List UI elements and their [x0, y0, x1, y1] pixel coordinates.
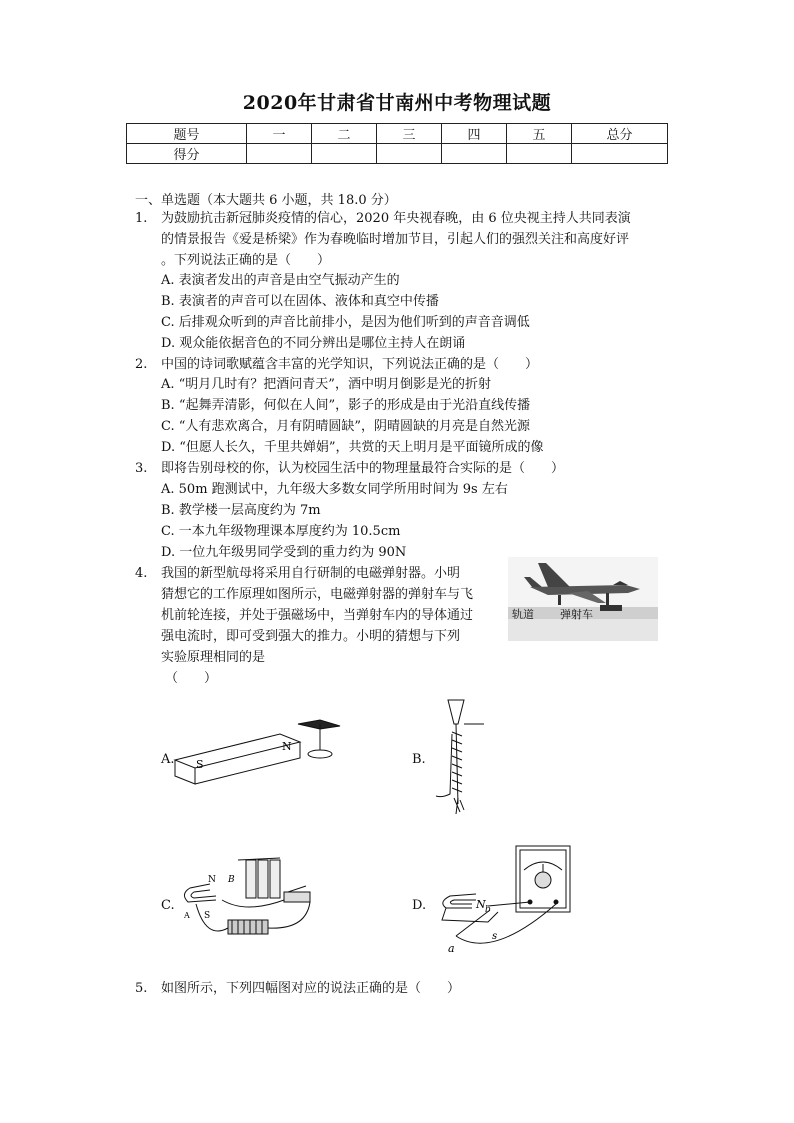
option-b: B. 表演者的声音可以在固体、液体和真空中传播 — [161, 294, 439, 309]
question-number: 5. — [135, 981, 148, 996]
magnet-n-label: N — [476, 898, 486, 911]
score-table-header-row — [127, 124, 668, 144]
catapult-figure — [508, 557, 658, 641]
question-number: 3. — [135, 461, 148, 476]
wire-a-label: a — [448, 942, 455, 955]
track-label: 轨道 — [512, 608, 534, 621]
coil-solenoid — [228, 920, 268, 934]
question-line: 为鼓励抗击新冠肺炎疫情的信心，2020 年央视春晚，由 6 位央视主持人共同表演 — [161, 211, 631, 226]
horseshoe-magnet — [184, 884, 216, 902]
option-b-figure — [430, 694, 500, 824]
switch — [284, 886, 310, 902]
section-heading: 一、单选题（本大题共 6 小题，共 18.0 分） — [135, 193, 397, 208]
option-a: A. 50m 跑测试中，九年级大多数女同学所用时间为 9s 左右 — [161, 482, 508, 497]
magnet-a-label: A — [184, 911, 190, 920]
score-table-header-cell: 五 — [507, 124, 572, 144]
cart-block — [600, 605, 622, 611]
score-table — [126, 123, 668, 164]
option-a: A. 表演者发出的声音是由空气振动产生的 — [161, 273, 400, 288]
score-table-header-cell: 四 — [442, 124, 507, 144]
question-line: 的情景报告《爱是桥梁》作为春晚临时增加节目，引起人们的强烈关注和高度好评 — [161, 232, 630, 247]
question-line: 我国的新型航母将采用自行研制的电磁弹射器。小明 — [161, 566, 461, 581]
score-cell — [377, 144, 442, 164]
score-cell — [247, 144, 312, 164]
score-table-header-cell: 三 — [377, 124, 442, 144]
wire-b-label: b — [485, 905, 491, 915]
score-cell — [507, 144, 572, 164]
option-a-figure — [170, 712, 350, 792]
question-line: 实验原理相同的是 — [161, 650, 266, 665]
question-line: 。下列说法正确的是（ ） — [161, 253, 331, 268]
magnet-s-label: s — [492, 931, 498, 942]
score-table-header-cell: 一 — [247, 124, 312, 144]
score-cell — [442, 144, 507, 164]
score-table-header-cell: 二 — [312, 124, 377, 144]
ground — [508, 619, 658, 641]
option-b: B. 教学楼一层高度约为 7m — [161, 503, 321, 518]
figure-option-b-label: B. — [412, 752, 426, 767]
rod-b-label: B — [228, 875, 235, 885]
option-b: B. “起舞弄清影，何似在人间”，影子的形成是由于光沿直线传播 — [161, 398, 531, 413]
option-c: C. “人有悲欢离合，月有阴晴圆缺”，阴晴圆缺的月亮是自然光源 — [161, 419, 531, 434]
figure-option-d-label: D. — [412, 898, 427, 913]
figure-option-c-label: C. — [161, 898, 175, 913]
score-table-header-cell: 总分 — [572, 124, 668, 144]
battery-pack — [246, 860, 280, 898]
question-number: 1. — [135, 211, 148, 226]
option-d: D. 一位九年级男同学受到的重力约为 90N — [161, 545, 407, 560]
magnet-n-label: N — [282, 740, 292, 753]
question-line: 即将告别母校的你，认为校园生活中的物理量最符合实际的是（ ） — [161, 461, 565, 476]
option-c: C. 后排观众听到的声音比前排小，是因为他们听到的声音音调低 — [161, 315, 530, 330]
question-line: 机前轮连接，并处于强磁场中，当弹射车内的导体通过 — [161, 608, 474, 623]
score-cell — [312, 144, 377, 164]
score-table-header-cell: 题号 — [127, 124, 247, 144]
score-table-score-row — [127, 144, 668, 164]
question-line: 猜想它的工作原理如图所示，电磁弹射器的弹射车与飞 — [161, 587, 474, 602]
option-a: A. “明月几时有？把酒问青天”，酒中明月倒影是光的折射 — [161, 377, 491, 392]
option-c: C. 一本九年级物理课本厚度约为 10.5cm — [161, 524, 401, 539]
option-d-figure — [432, 842, 582, 957]
magnet-s-label: S — [204, 911, 211, 921]
compass-needle — [298, 720, 340, 758]
question-line: 中国的诗词歌赋蕴含丰富的光学知识，下列说法正确的是（ ） — [161, 357, 539, 372]
score-table-row-label: 得分 — [127, 144, 247, 164]
cart-label: 弹射车 — [560, 608, 593, 621]
question-line: （ ） — [165, 671, 218, 686]
magnet-n-label: N — [208, 875, 216, 885]
question-number: 4. — [135, 566, 148, 581]
electromagnet-nail — [436, 700, 484, 814]
figure-option-a-label: A. — [161, 752, 175, 767]
question-line: 强电流时，即可受到强大的推力。小明的猜想与下列 — [161, 629, 461, 644]
option-d: D. “但愿人长久，千里共婵娟”，共赏的天上明月是平面镜所成的像 — [161, 440, 544, 455]
question-number: 2. — [135, 357, 148, 372]
question-line: 如图所示，下列四幅图对应的说法正确的是（ ） — [161, 981, 461, 996]
option-d: D. 观众能依据音色的不同分辨出是哪位主持人在朗诵 — [161, 336, 466, 351]
page-title: 2020年甘肃省甘南州中考物理试题 — [242, 92, 552, 114]
option-c-figure — [176, 848, 326, 958]
score-cell — [572, 144, 668, 164]
magnet-s-label: S — [196, 758, 204, 771]
